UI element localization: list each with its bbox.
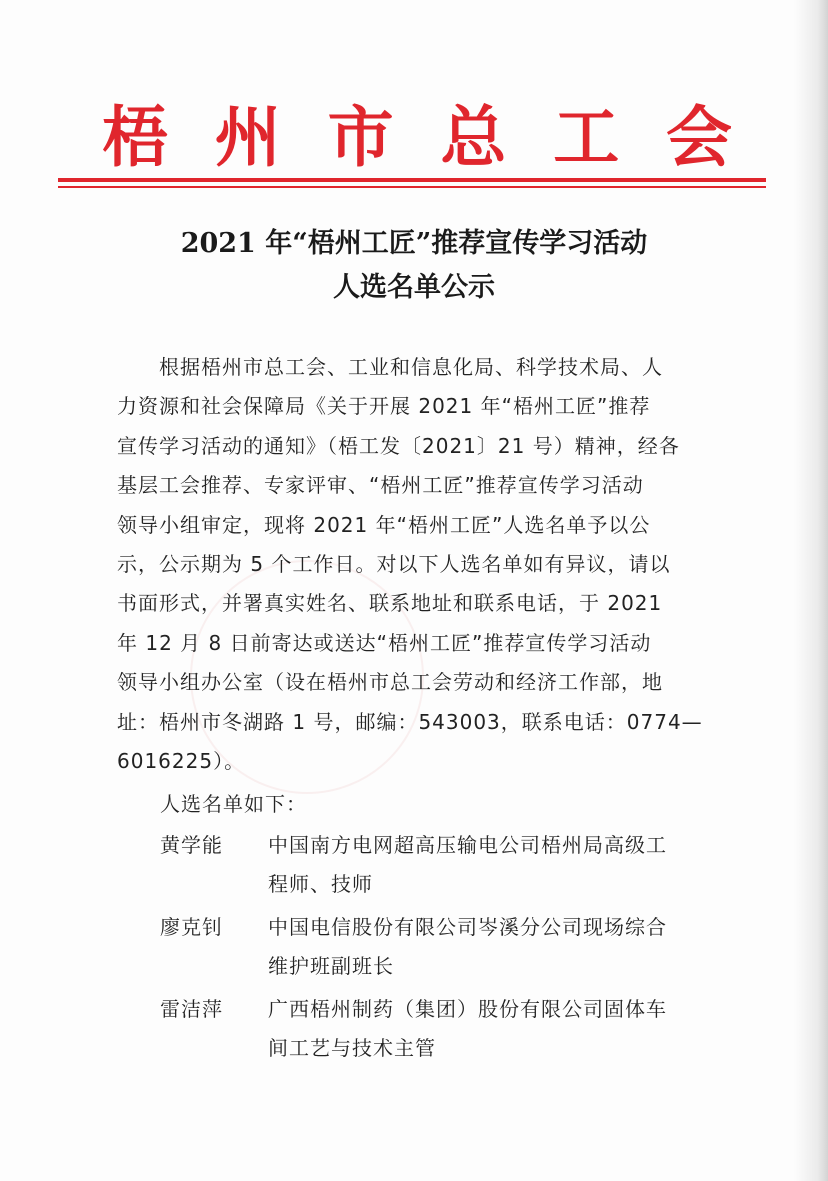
masthead-char: 梧 [102,98,168,176]
masthead-title [92,96,742,178]
masthead-divider-thick [58,178,766,182]
body-line: 址：梧州市冬湖路 1 号，邮编：543003，联系电话：0774— [117,709,703,734]
candidate-desc-line: 间工艺与技术主管 [268,1036,436,1060]
body-line: 根据梧州市总工会、工业和信息化局、科学技术局、人 [117,355,663,379]
candidate-desc-line: 中国电信股份有限公司岑溪分公司现场综合 [268,915,667,939]
candidate-entry [160,826,740,908]
candidate-entry [160,990,740,1072]
masthead-char: 工 [553,98,620,176]
masthead-char: 市 [327,98,394,176]
candidate-description [268,990,667,1068]
candidate-entry [160,908,740,990]
body-line: 6016225）。 [117,749,246,774]
notice-body [117,348,717,781]
candidate-name: 黄学能 [160,833,223,857]
body-line: 基层工会推荐、专家评审、“梧州工匠”推荐宣传学习活动 [117,473,644,498]
body-line: 领导小组审定，现将 2021 年“梧州工匠”人选名单予以公 [117,512,651,537]
body-line: 宣传学习活动的通知》（梧工发〔2021〕21 号）精神，经各 [117,433,680,458]
body-line: 力资源和社会保障局《关于开展 2021 年“梧州工匠”推荐 [117,394,651,419]
scan-shadow-edge [794,0,828,1181]
candidate-desc-line: 中国南方电网超高压输电公司梧州局高级工 [268,833,667,857]
candidate-description [268,908,667,986]
masthead-char: 会 [665,98,732,176]
candidate-description [268,826,667,904]
body-line: 年 12 月 8 日前寄达或送达“梧州工匠”推荐宣传学习活动 [117,630,652,655]
candidate-desc-line: 广西梧州制药（集团）股份有限公司固体车 [268,997,667,1021]
candidate-name: 雷洁萍 [160,997,223,1021]
document-title [60,222,768,310]
body-line: 示，公示期为 5 个工作日。对以下人选名单如有异议，请以 [117,552,671,577]
title-line-1: 2021 年“梧州工匠”推荐宣传学习活动 [180,228,648,259]
candidate-desc-line: 程师、技师 [268,872,373,896]
candidate-list [160,826,740,1072]
title-line-2: 人选名单公示 [333,272,495,303]
body-line: 书面形式，并署真实姓名、联系地址和联系电话，于 2021 [117,591,663,616]
candidate-desc-line: 维护班副班长 [268,954,394,978]
masthead-char: 州 [214,98,281,176]
body-line: 领导小组办公室（设在梧州市总工会劳动和经济工作部，地 [117,670,663,695]
candidate-list-intro: 人选名单如下： [160,792,307,816]
masthead-char: 总 [440,98,507,176]
masthead-divider-thin [58,186,766,188]
candidate-name: 廖克钊 [160,915,223,939]
